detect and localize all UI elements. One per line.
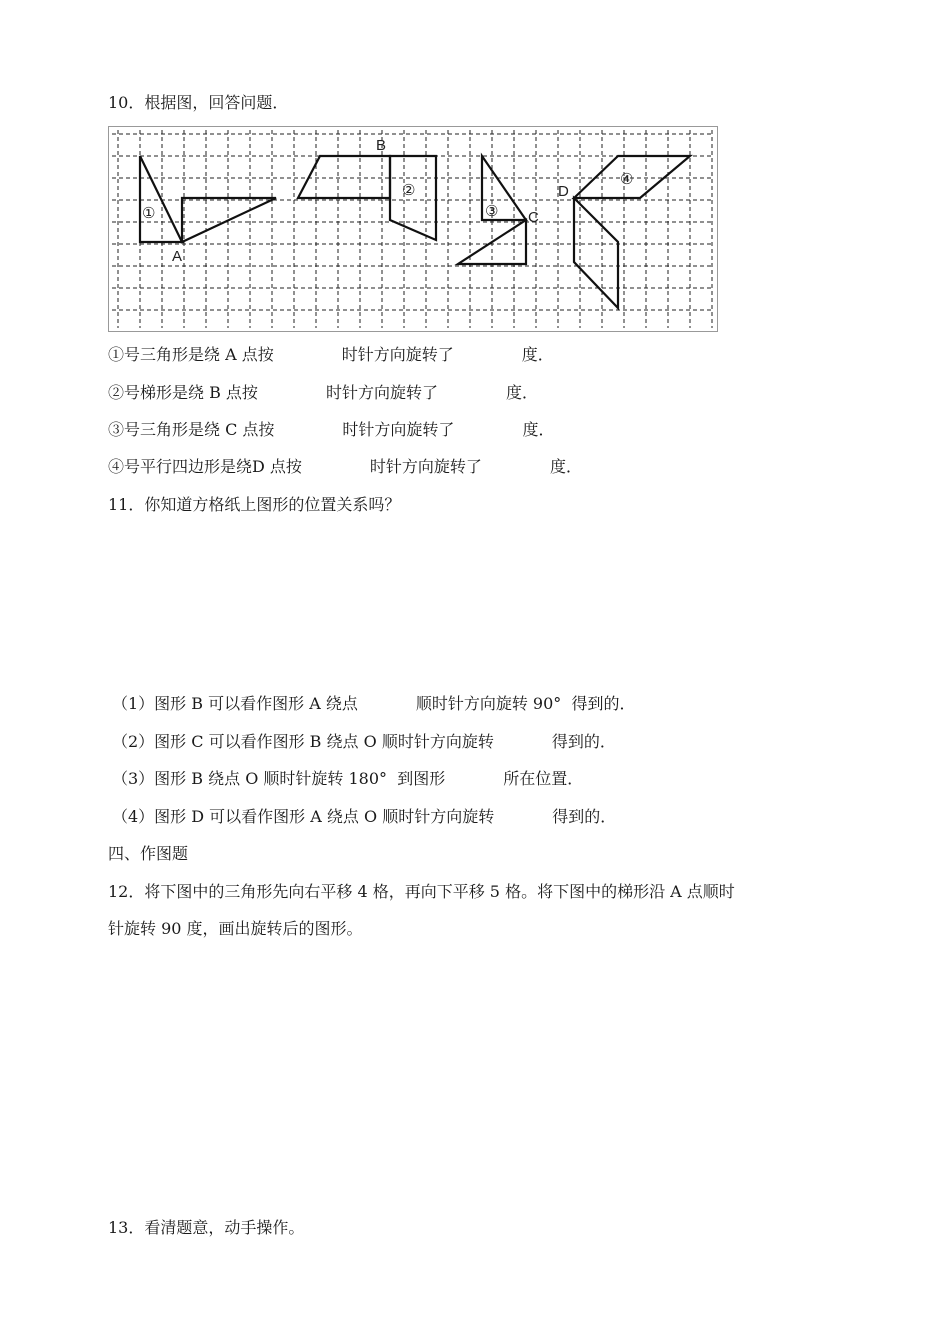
- rotation-grid-figure: [108, 126, 718, 332]
- q10-line-2: ②号梯形是绕 B 点按 时针方向旋转了 度．: [108, 383, 538, 402]
- label-B: B: [376, 137, 387, 154]
- q11-item-3: （3）图形 B 绕点 O 顺时针旋转 180° 到图形 所在位置．: [112, 769, 584, 788]
- label-A: A: [172, 248, 183, 265]
- q11-item-2: （2）图形 C 可以看作图形 B 绕点 O 顺时针方向旋转 得到的．: [112, 732, 616, 751]
- label-shape4: ④: [620, 171, 634, 188]
- label-shape3: ③: [485, 203, 499, 220]
- section4-title: 四、作图题: [108, 844, 189, 863]
- label-C: C: [528, 209, 539, 226]
- q10-title: 10．根据图，回答问题．: [108, 93, 289, 112]
- grid-svg: [108, 126, 718, 332]
- label-D: D: [558, 183, 569, 200]
- q13-title: 13．看清题意，动手操作。: [108, 1218, 305, 1237]
- label-shape1: ①: [142, 205, 156, 222]
- q11-item-4: （4）图形 D 可以看作图形 A 绕点 O 顺时针方向旋转 得到的．: [112, 807, 617, 826]
- q12-line-1: 12．将下图中的三角形先向右平移 4 格，再向下平移 5 格。将下图中的梯形沿 A 点顺时: [108, 882, 735, 901]
- q10-line-3: ③号三角形是绕 C 点按 时针方向旋转了 度．: [108, 420, 555, 439]
- q10-line-4: ④号平行四边形是绕D 点按 时针方向旋转了 度．: [108, 457, 582, 476]
- label-shape2: ②: [402, 182, 416, 199]
- q10-line-1: ①号三角形是绕 A 点按 时针方向旋转了 度．: [108, 345, 554, 364]
- q11-title: 11．你知道方格纸上图形的位置关系吗？: [108, 495, 401, 514]
- q12-line-2: 针旋转 90 度，画出旋转后的图形。: [108, 919, 363, 938]
- q11-item-1: （1）图形 B 可以看作图形 A 绕点 顺时针方向旋转 90° 得到的．: [112, 694, 636, 713]
